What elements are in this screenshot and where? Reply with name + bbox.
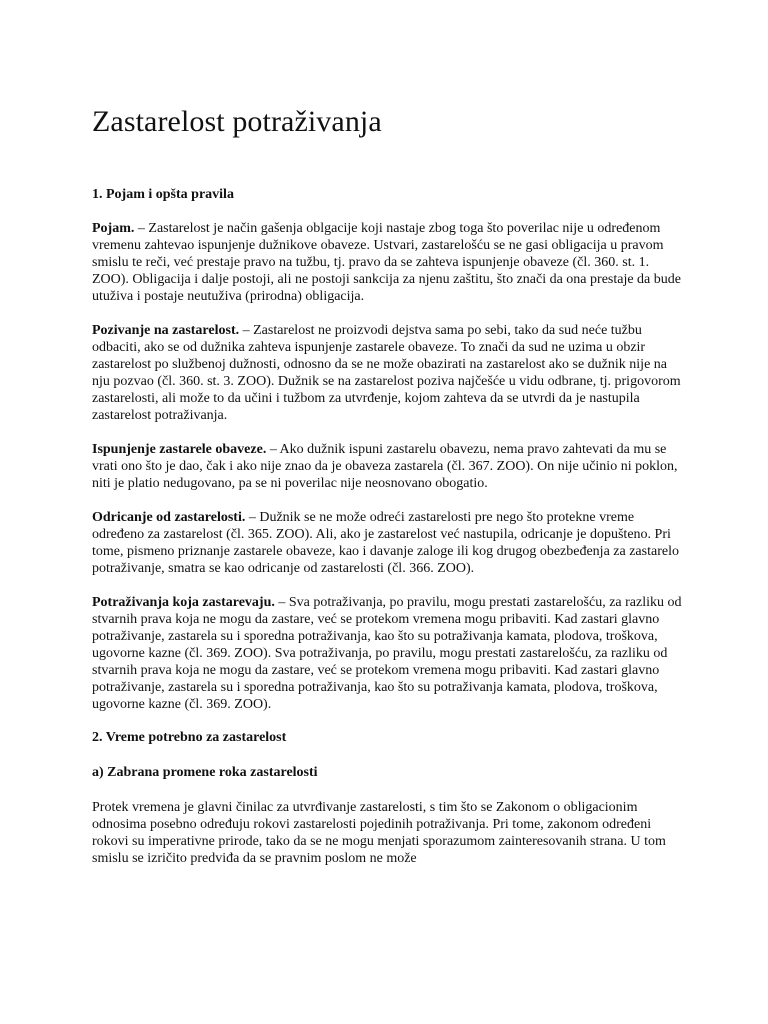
paragraph-text: – Dužnik se ne može odreći zastarelosti pre nego što protekne vreme određeno za zastarelost (čl. 365. ZOO). Ali, ako je zastarelost već nastupila, odricanje je dopušteno. Pri tome, pismeno priznanje zastarele obaveze, kao i davanje zaloge ili kog drugog obezbeđenja za zastarelo potraživanje, smatra se kao odricanje od zastarelosti (čl. 366. ZOO).	[92, 510, 679, 576]
section-2-subheading: a) Zabrana promene roka zastarelosti	[92, 765, 318, 780]
paragraph-lead: Pojam.	[92, 221, 135, 236]
paragraph-odricanje	[92, 509, 688, 577]
paragraph-lead: Pozivanje na zastarelost.	[92, 323, 240, 338]
paragraph-pojam	[92, 220, 688, 305]
paragraph-lead: Potraživanja koja zastarevaju.	[92, 595, 275, 610]
paragraph-lead: Ispunjenje zastarele obaveze.	[92, 442, 267, 457]
paragraph-ispunjenje	[92, 441, 688, 492]
section-1-heading: 1. Pojam i opšta pravila	[92, 187, 234, 202]
paragraph-text: – Zastarelost ne proizvodi dejstva sama po sebi, tako da sud neće tužbu odbaciti, ako se od dužnika zahteva ispunjenje zastarele obaveze. To znači da sud ne uzima u obzir zastarelost po službenoj dužnosti, odnosno da se ne može obazirati na zastarelost ako se dužnik nije na nju pozvao (čl. 360. st. 3. ZOO). Dužnik se na zastarelost poziva najčešće u vidu odbrane, tj. prigovorom zastarelosti, ali može to da učini i tužbom za utvrđenje, kojom zahteva da se utvrdi da je nastupila zastarelost potraživanja.	[92, 323, 681, 423]
paragraph-potrazivanja	[92, 594, 688, 713]
paragraph-text: – Ako dužnik ispuni zastarelu obavezu, nema pravo zahtevati da mu se vrati ono što je dao, čak i ako nije znao da je obaveza zastarela (čl. 367. ZOO). On nije učinio ni poklon, niti je platio nedugovano, pa se ni poverilac nije neosnovano obogatio.	[92, 442, 678, 491]
paragraph-protek: Protek vremena je glavni činilac za utvrđivanje zastarelosti, s tim što se Zakonom o obligacionim odnosima posebno određuju rokovi zastarelosti pojedinih potraživanja. Pri tome, zakonom određeni rokovi su imperativne prirode, tako da se ne mogu menjati sporazumom zainteresovanih strana. U tom smislu se izričito predviđa da se pravnim poslom ne može	[92, 800, 666, 866]
paragraph-text: – Sva potraživanja, po pravilu, mogu prestati zastarelošću, za razliku od stvarnih prava koja ne mogu da zastare, već se protekom vremena mogu pribaviti. Kad zastari glavno potraživanje, zastarela su i sporedna potraživanja, kao što su potraživanja kamata, plodova, troškova, ugovorne kazne (čl. 369. ZOO). Sva potraživanja, po pravilu, mogu prestati zastarelošću, za razliku od stvarnih prava koja ne mogu da zastare, već se protekom vremena mogu pribaviti. Kad zastari glavno potraživanje, zastarela su i sporedna potraživanja, kao što su potraživanja kamata, plodova, troškova, ugovorne kazne (čl. 369. ZOO).	[92, 595, 682, 712]
paragraph-text: – Zastarelost je način gašenja oblgacije koji nastaje zbog toga što poverilac nije u određenom vremenu zahtevao ispunjenje dužnikove obaveze. Ustvari, zastarelošću se ne gasi obligacija u pravom smislu te reči, već prestaje pravo na tužbu, tj. pravo da se zahteva ispunjenje obaveze (čl. 360. st. 1. ZOO). Obligacija i dalje postoji, ali ne postoji sankcija za njenu zaštitu, što znači da ona prestaje da bude utuživa i postaje neutuživa (prirodna) obligacija.	[92, 221, 681, 304]
document-title: Zastarelost potraživanja	[92, 105, 382, 138]
section-2-heading: 2. Vreme potrebno za zastarelost	[92, 730, 287, 745]
paragraph-pozivanje	[92, 322, 688, 424]
paragraph-lead: Odricanje od zastarelosti.	[92, 510, 246, 525]
document-body	[92, 104, 688, 867]
